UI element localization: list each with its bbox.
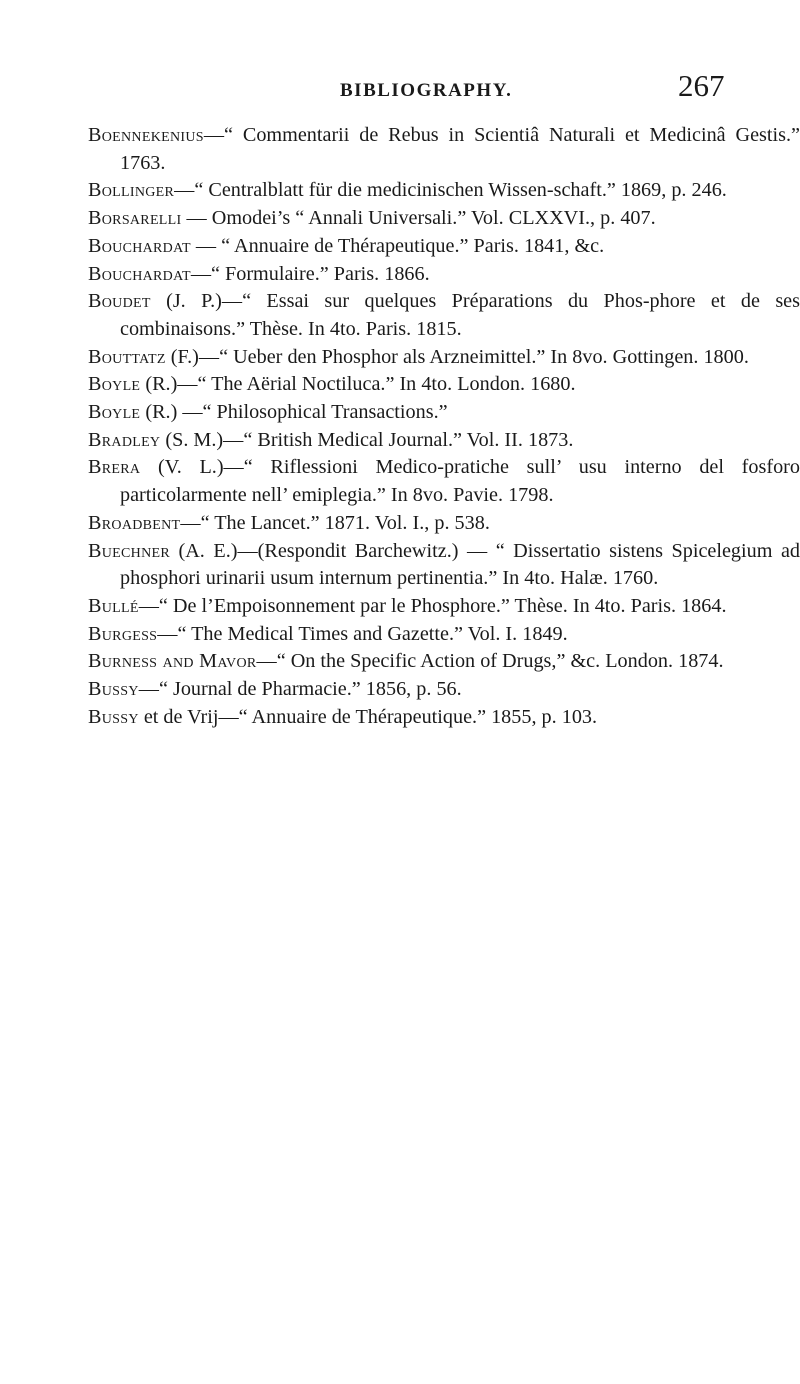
entry-text: et de Vrij—“ Annuaire de Thérapeutique.” 1855, p. 103.: [138, 705, 598, 728]
bibliography-entry: [88, 454, 800, 509]
entry-text: —“ Formulaire.” Paris. 1866.: [190, 262, 430, 285]
entry-text: —“ Journal de Pharmacie.” 1856, p. 56.: [138, 678, 462, 701]
bibliography-list: [0, 118, 800, 731]
entry-author: Burness and Mavor: [88, 650, 257, 673]
bibliography-entry: [88, 593, 800, 621]
entry-author: Bussy: [88, 678, 139, 701]
entry-text: (S. M.)—“ British Medical Journal.” Vol. II. 1873.: [160, 428, 574, 451]
running-title: BIBLIOGRAPHY.: [340, 80, 513, 101]
entry-text: —“ Centralblatt für die medicinischen Wissen-schaft.” 1869, p. 246.: [174, 179, 727, 202]
entry-text: (R.) —“ Philosophical Transactions.”: [140, 401, 448, 424]
bibliography-entry: [88, 233, 800, 261]
entry-author: Broadbent: [88, 511, 181, 534]
entry-text: — “ Annuaire de Thérapeutique.” Paris. 1841, &c.: [190, 234, 605, 257]
entry-author: Bollinger: [88, 179, 175, 202]
bibliography-entry: [88, 288, 800, 343]
bibliography-entry: [88, 205, 800, 233]
entry-author: Bradley: [88, 428, 161, 451]
bibliography-entry: [88, 704, 800, 732]
running-header: [0, 68, 800, 118]
entry-author: Burgess: [88, 622, 158, 645]
entry-text: (A. E.)—(Respondit Barchewitz.) — “ Dissertatio sistens Spicelegium ad phosphori urinarii usum internum pertinentia.” In 4to. Halæ. 1760.: [120, 539, 800, 590]
entry-author: Borsarelli: [88, 207, 182, 230]
entry-author: Boyle: [88, 401, 141, 424]
bibliography-entry: [88, 344, 800, 372]
entry-author: Bouchardat: [88, 234, 191, 257]
entry-text: — Omodei’s “ Annali Universali.” Vol. CLXXVI., p. 407.: [181, 207, 656, 230]
bibliography-entry: [88, 261, 800, 289]
entry-text: —“ The Lancet.” 1871. Vol. I., p. 538.: [180, 511, 490, 534]
entry-text: —“ Commentarii de Rebus in Scientiâ Naturali et Medicinâ Gestis.” 1763.: [120, 124, 800, 174]
bibliography-entry: [88, 371, 800, 399]
entry-text: (R.)—“ The Aërial Noctiluca.” In 4to. London. 1680.: [140, 373, 576, 396]
entry-author: Bullé: [88, 594, 139, 617]
entry-text: —“ The Medical Times and Gazette.” Vol. I. 1849.: [157, 622, 568, 645]
entry-author: Bussy: [88, 705, 139, 728]
entry-author: Brera: [88, 456, 141, 479]
bibliography-entry: [88, 399, 800, 427]
entry-author: Boudet: [88, 290, 151, 313]
entry-author: Bouttatz: [88, 345, 166, 368]
entry-text: (V. L.)—“ Riflessioni Medico-pratiche sull’ usu interno del fosforo particolarmente nell’ emiplegia.” In 8vo. Pavie. 1798.: [120, 456, 800, 507]
entry-text: —“ On the Specific Action of Drugs,” &c. London. 1874.: [256, 650, 724, 673]
entry-text: —“ De l’Empoisonnement par le Phosphore.” Thèse. In 4to. Paris. 1864.: [138, 594, 727, 617]
bibliography-entry: [88, 648, 800, 676]
entry-author: Buechner: [88, 539, 170, 562]
page-number: 267: [678, 68, 725, 103]
entry-author: Bouchardat: [88, 262, 191, 285]
bibliography-entry: [88, 621, 800, 649]
bibliography-entry: [88, 510, 800, 538]
entry-author: Boyle: [88, 373, 141, 396]
bibliography-entry: [88, 538, 800, 593]
entry-text: (J. P.)—“ Essai sur quelques Préparations du Phos-phore et de ses combinaisons.” Thèse. In 4to. Paris. 1815.: [120, 290, 800, 340]
bibliography-entry: [88, 676, 800, 704]
bibliography-entry: [88, 177, 800, 205]
entry-text: (F.)—“ Ueber den Phosphor als Arzneimittel.” In 8vo. Gottingen. 1800.: [165, 345, 749, 368]
entry-author: Boennekenius: [88, 124, 204, 146]
bibliography-entry: [88, 427, 800, 455]
bibliography-entry: [88, 122, 800, 177]
